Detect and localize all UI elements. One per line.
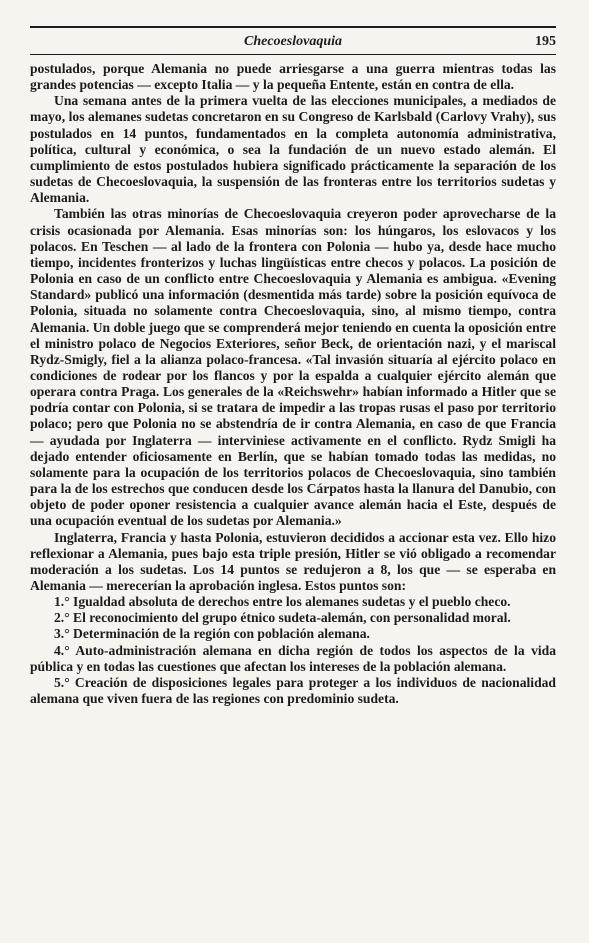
list-item: 3.° Determinación de la región con población alemana. bbox=[54, 626, 370, 642]
paragraph: También las otras minorías de Checoeslovaquia creyeron poder aprovecharse de la crisis ocasionada por Alemania. Esas minorías son: los húngaros, los eslovacos y los polacos. En Teschen — al lado de la frontera con Polonia — hubo ya, desde hace mucho tiempo, incidentes fronterizos y luchas lingüísticas entre checos y polacos. La posición de Polonia en caso de un conflicto entre Checoeslovaquia y Alemania es ambigua. «Evening Standard» publicó una información (desmentida más tarde) sobre la posición equívoca de Polonia, situada no solamente contra Checoeslovaquia, sino, al mismo tiempo, contra Alemania. Un doble juego que se comprenderá mejor teniendo en cuenta la oposición entre el ministro polaco de Negocios Exteriores, señor Beck, de orientación nazi, y el mariscal Rydz-Smigly, fiel a la alianza polaco-francesa. «Tal invasión situaría al ejército polaco en condiciones de rodear por los flancos y por la espalda a cualquier ejército alemán que operara contra Praga. Los generales de la «Reichswehr» habían informado a Hitler que se podría contar con Polonia, si se tratara de impedir a las tropas rusas el paso por territorio polaco; pero que Polonia no se abstendría de ir contra Alemania, en caso de que Francia — ayudada por Inglaterra — interviniese activamente en el conflicto. Rydz Smigli ha dejado entender oficiosamente en Berlín, que se habían tomado todas las medidas, no solamente para la ocupación de los territorios polacos de Checoeslovaquia, sino también para la de los estrechos que conducen desde los Cárpatos hasta la llanura del Danubio, con objeto de poder oponer resistencia a cualquier avance alemán hacia el Este, después de una ocupación eventual de los sudetas por Alemania.» bbox=[30, 206, 556, 529]
book-page bbox=[30, 26, 556, 707]
top-rule bbox=[30, 26, 556, 28]
list-item: 1.° Igualdad absoluta de derechos entre los alemanes sudetas y el pueblo checo. bbox=[54, 594, 511, 610]
list-item: 2.° El reconocimiento del grupo étnico sudeta-alemán, con personalidad moral. bbox=[54, 610, 511, 626]
body-text bbox=[30, 61, 556, 707]
paragraph: Una semana antes de la primera vuelta de las elecciones municipales, a mediados de mayo, los alemanes sudetas concretaron en su Congreso de Karlsbald (Carlovy Vrahy), sus postulados en 14 puntos, fundamentados en la completa autonomía administrativa, política, cultural y económica, o sea la fundación de un nuevo estado alemán. El cumplimiento de estos postulados hubiera significado prácticamente la separación de los sudetas de Checoeslovaquia, la suspensión de las fronteras entre los territorios sudetas y Alemania. bbox=[30, 93, 556, 206]
list-item: 5.° Creación de disposiciones legales para proteger a los individuos de nacionalidad alemana que viven fuera de las regiones con predominio sudeta. bbox=[30, 674, 556, 707]
paragraph: Inglaterra, Francia y hasta Polonia, estuvieron decididos a accionar esta vez. Ello hizo reflexionar a Alemania, pues bajo esta triple presión, Hitler se vió obligado a recomendar moderación a los sudetas. Los 14 puntos se redujeron a 8, los que — se esperaba en Alemania — merecerían la aprobación inglesa. Estos puntos son: bbox=[30, 529, 556, 593]
list-item: 4.° Auto-administración alemana en dicha región de todos los aspectos de la vida pública y en todas las cuestiones que afectan los intereses de la población alemana. bbox=[30, 642, 556, 674]
page-header bbox=[30, 32, 556, 55]
page-number: 195 bbox=[535, 34, 556, 49]
paragraph: postulados, porque Alemania no puede arriesgarse a una guerra mientras todas las grandes potencias — excepto Italia — y la pequeña Entente, están en contra de ella. bbox=[30, 61, 556, 93]
running-title: Checoeslovaquia bbox=[244, 34, 342, 49]
